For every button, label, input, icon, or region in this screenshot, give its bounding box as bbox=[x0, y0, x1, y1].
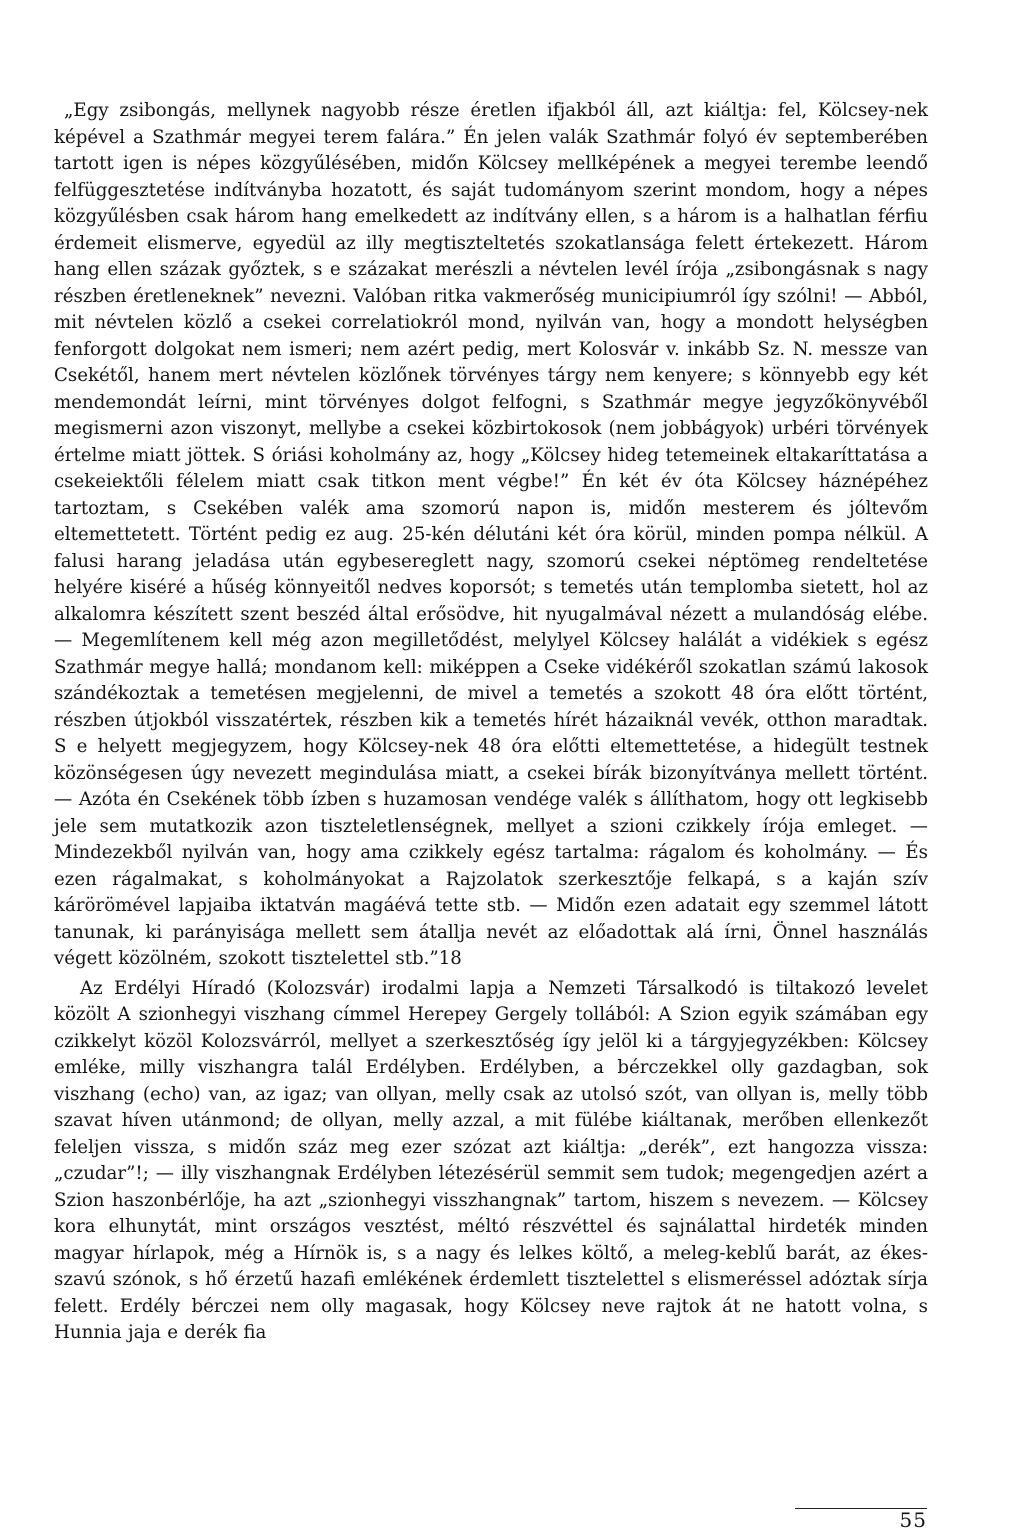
page-body bbox=[54, 98, 928, 1347]
paragraph-1: „Egy zsibongás, mellynek nagyobb része éretlen ifjakból áll, azt kiáltja: fel, Kölcsey-nek képével a Szathmár megyei terem falára.” Én jelen valák Szathmár folyó év septemberében tartott igen is népes közgyűlésében, midőn Kölcsey mellképének a megyei terembe leendő felfüggesztetése indítványba hozatott, és saját tudományom szerint mondom, hogy a népes közgyűlésben csak három hang emelkedett az indítvány ellen, s a három is a halhatlan férfiu érdemeit elismerve, egyedül az illy megtiszteltetés szokatlansága felett értekezett. Három hang ellen százak győztek, s e százakat merészli a névtelen levél írója „zsibongásnak s nagy részben éretleneknek” nevezni. Valóban ritka vakmerőség municipiumról így szólni! — Abból, mit névtelen közlő a csekei correlatiokról mond, nyilván van, hogy a mondott helységben fenforgott dolgokat nem ismeri; nem azért pedig, mert Kolosvár v. inkább Sz. N. messze van Csekétől, hanem mert névtelen közlőnek törvényes tárgy nem kenyere; s könnyebb egy két mendemondát leírni, mint törvényes dolgot felfogni, s Szathmár megye jegyzőkönyvéből megismerni azon viszonyt, mellybe a csekei közbirtokosok (nem jobbágyok) urbéri törvények értelme miatt jöttek. S óriási koholmány az, hogy „Kölcsey hideg tetemeinek eltakaríttatása a csekeiektőli félelem miatt csak titkon ment végbe!” Én két év óta Kölcsey háznépéhez tartoztam, s Csekében valék ama szomorú napon is, midőn mesterem és jóltevőm eltemettetett. Történt pedig ez aug. 25-kén délutáni két óra körül, minden pompa nélkül. A falusi harang jeladása után egybesereglett nagy, szomorú csekei néptömeg rendeltetése helyére kiséré a hűség könnyeitől nedves koporsót; s temetés után templomba sietett, hol az alkalomra készített szent beszéd által erősödve, hit nyugalmával nézett a mulandóság elébe. — Megemlítenem kell még azon megilletődést, melylyel Kölcsey halálát a vidékiek s egész Szathmár megye hallá; mondanom kell: miképpen a Cseke vidékéről szokatlan számú lakosok szándékoztak a temetésen megjelenni, de mivel a temetés a szokott 48 óra előtt történt, részben útjokból visszatértek, részben kik a temetés hírét házaiknál vevék, otthon maradtak. S e helyett megjegyzem, hogy Kölcsey-nek 48 óra előtti eltemettetése, a hidegült testnek közönségesen úgy nevezett megindulása miatt, a csekei bírák bizonyítványa mellett történt. — Azóta én Csekének több ízben s huzamosan vendége valék s állíthatom, hogy ott legkisebb jele sem mutatkozik azon tiszteletlenségnek, mellyet a szioni czikkely írója emleget. — Mindezekből nyilván van, hogy ama czikkely egész tartalma: rágalom és koholmány. — És ezen rágalmakat, s koholmányokat a Rajzolatok szerkesztője felkapá, s a kaján szív kárörömével lapjaiba iktatván magáévá tette stb. — Midőn ezen adatait egy szemmel látott tanunak, ki parányisága mellett sem átallja nevét az előadottak alá írni, Önnel használás végett közölném, szokott tisztelettel stb.”18 bbox=[54, 100, 928, 969]
page-number: 55 bbox=[899, 1508, 927, 1532]
paragraph-2: Az Erdélyi Híradó (Kolozsvár) irodalmi lapja a Nemzeti Társalkodó is tiltakozó levelet közölt A szionhegyi viszhang címmel Herepey Gergely tollából: A Szion egyik számában egy czikkelyt közöl Kolozsvárról, mellyet a szerkesztőség így jelöl ki a tárgyjegyzékben: Kölcsey emléke, milly viszhangra talál Erdélyben. Erdélyben, a bérczekkel olly gazdagban, sok viszhang (echo) van, az igaz; van ollyan, melly csak az utolsó szót, van ollyan is, melly több szavat híven utánmond; de ollyan, melly azzal, a mit fülébe kiáltanak, merőben ellenkezőt feleljen vissza, s midőn száz meg ezer szózat azt kiáltja: „derék”, ezt hangozza vissza: „czudar”!; — illy viszhangnak Erdélyben létezésérül semmit sem tudok; megengedjen azért a Szion haszonbérlője, ha azt „szionhegyi visszhangnak” tartom, hiszem s nevezem. — Kölcsey kora elhunytát, mint országos vesztést, méltó részvéttel és sajnálattal hirdeték minden magyar hírlapok, még a Hírnök is, s a nagy és lelkes költő, a meleg-keblű barát, az ékes-szavú szónok, s hő érzetű hazafi emlékének érdemlett tisztelettel s elismeréssel adóztak sírja felett. Erdély bérczei nem olly magasak, hogy Kölcsey neve rajtok át ne hatott volna, s Hunnia jaja e derék fia bbox=[54, 977, 928, 1343]
